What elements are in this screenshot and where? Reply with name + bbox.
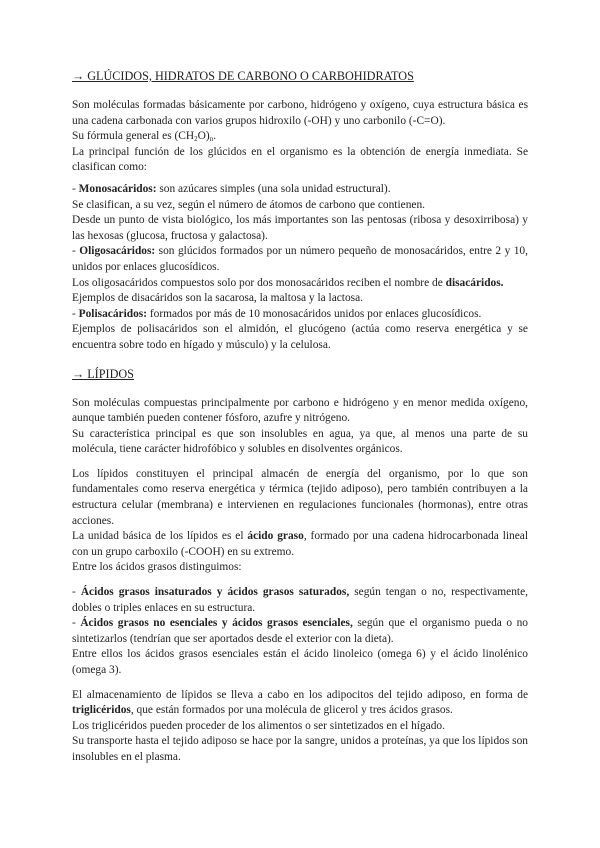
term: ácido graso: [247, 530, 304, 543]
paragraph: Ejemplos de disacáridos son la sacarosa, la maltosa y la lactosa.: [72, 292, 364, 305]
paragraph: Los triglicéridos pueden proceder de los alimentos o ser sintetizados en el hígado.: [72, 719, 445, 732]
term: Polisacáridos:: [78, 307, 147, 320]
paragraph: [72, 276, 528, 292]
list-item-oligosacaridos: [72, 244, 528, 275]
paragraph: La principal función de los glúcidos en el organismo es la obtención de energía inmediata. Se clasifican como:: [72, 145, 528, 174]
paragraph: Entre ellos los ácidos grasos esenciales están el ácido linoleico (omega 6) y el ácido linolénico (omega 3).: [72, 648, 528, 676]
paragraph: Su transporte hasta el tejido adiposo se hace por la sangre, unidos a proteínas, ya que los lípidos son insolubles en el plasma.: [72, 735, 528, 763]
paragraph: Ejemplos de polisacáridos son el almidón, el glucógeno (actúa como reserva energética y se encuentra sobre todo en hígado y músculo) y la celulosa.: [72, 323, 528, 351]
paragraph: Desde un punto de vista biológico, los más importantes son las pentosas (ribosa y desoxirribosa) y las hexosas (glucosa, fructosa y galactosa).: [72, 214, 528, 242]
dash: -: [72, 586, 81, 599]
text: .: [213, 130, 216, 143]
text: son glúcidos formados por un número pequeño de monosacáridos, entre 2 y 10, unidos por enlaces glucosídicos.: [72, 245, 528, 273]
section-heading-glucidos: → GLÚCIDOS, HIDRATOS DE CARBONO O CARBOHIDRATOS: [72, 69, 414, 83]
paragraph: Son moléculas compuestas principalmente por carbono e hidrógeno y en menor medida oxígeno, aunque también pueden contener fósforo, azufre y nitrógeno.: [72, 396, 528, 425]
paragraph: [72, 688, 528, 719]
paragraph: [72, 529, 528, 560]
section-heading-lipidos: → LÍPIDOS: [72, 366, 134, 381]
term: Ácidos grasos no esenciales y ácidos grasos esenciales,: [80, 617, 353, 630]
paragraph: Son moléculas formadas básicamente por carbono, hidrógeno y oxígeno, cuya estructura básica es una cadena carbonada con varios grupos hidroxilo (-OH) y uno carbonilo (-C=O).: [72, 99, 528, 127]
text: Su fórmula general es (CH: [72, 130, 195, 143]
term: Monosacáridos:: [78, 182, 157, 195]
list-item-acidos-grasos-2: [72, 616, 528, 647]
list-item-polisacaridos: [72, 307, 528, 323]
term: disacáridos.: [445, 276, 504, 289]
list-item-acidos-grasos-1: [72, 585, 528, 616]
subscript: n: [209, 135, 214, 144]
paragraph: Se clasifican, a su vez, según el número de átomos de carbono que contienen.: [72, 198, 425, 211]
text: La unidad básica de los lípidos es el: [72, 530, 248, 543]
dash: -: [72, 182, 79, 195]
list-item-monosacaridos: [72, 182, 528, 198]
text: según tengan o no, respectivamente, dobles o triples enlaces en su estructura.: [72, 586, 528, 614]
term: Oligosacáridos:: [79, 245, 156, 258]
text: , que están formados por una molécula de glicerol y tres ácidos grasos.: [130, 704, 453, 717]
subscript: 2: [194, 135, 198, 144]
dash: -: [72, 617, 81, 630]
dash: -: [72, 245, 80, 258]
text: O): [197, 130, 210, 143]
text: son azúcares simples (una sola unidad estructural).: [156, 182, 391, 195]
paragraph: Entre los ácidos grasos distinguimos:: [72, 561, 242, 574]
text: según que el organismo pueda o no sintetizarlos (tendrían que ser aportados desde el exterior con la dieta).: [72, 617, 528, 645]
paragraph: Los lípidos constituyen el principal almacén de energía del organismo, por lo que son fundamentales como reserva energética y térmica (tejido adiposo), pero también contribuyen a la estructura celular (membrana) e intervienen en regulaciones funcionales (hormonas), entre otras acciones.: [72, 467, 528, 527]
paragraph: Su característica principal es que son insolubles en agua, ya que, al menos una parte de su molécula, tiene carácter hidrofóbico y solubles en disolventes orgánicos.: [72, 427, 528, 456]
term: Ácidos grasos insaturados y ácidos grasos saturados,: [80, 586, 350, 599]
term: triglicéridos: [72, 704, 131, 717]
text: formados por más de 10 monosacáridos unidos por enlaces glucosídicos.: [147, 307, 482, 320]
text: , formado por una cadena hidrocarbonada lineal con un grupo carboxilo (-COOH) en su extremo.: [72, 530, 528, 558]
text: Los oligosacáridos compuestos solo por dos monosacáridos reciben el nombre de: [72, 276, 446, 289]
formula-line: [72, 129, 528, 145]
dash: -: [72, 307, 79, 320]
text: El almacenamiento de lípidos se lleva a cabo en los adipocitos del tejido adiposo, en forma de: [72, 688, 528, 701]
